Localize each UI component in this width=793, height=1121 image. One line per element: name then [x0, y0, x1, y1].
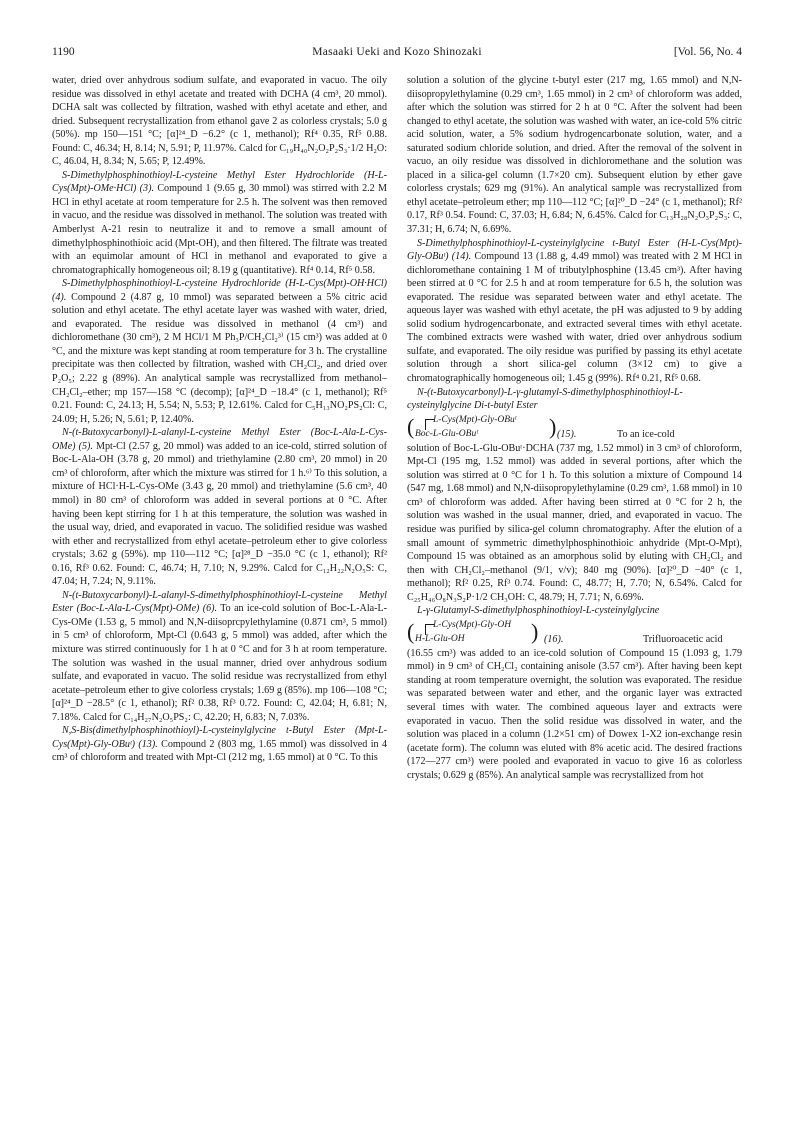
section-title: S-Dimethylphosphinothioyl-L-cysteine Hydrochloride (H-L-Cys(Mpt)-OH·HCl) (4). [52, 278, 387, 303]
paragraph: solution a solution of the glycine t-butyl ester (217 mg, 1.65 mmol) and N,N-diisopropylethylamine (0.29 cm³, 1.65 mmol) in 2 cm³ of chloroform was added, after which the solution was stirred for 2 h at 0 °C. After the solvent had been changed to ethyl acetate, the solution was washed with water, an ice-cold 5% citric acid solution, water, a 5% sodium hydrogencarbonate solution, water, and a saturated sodium chloride solution, and dried. After the removal of the solvent in vacuo, an oily residue was dissolved in dichloromethane and the solution was placed in a silica-gel column (1.7×20 cm). Subsequent elution by ether gave colorless crystals; 629 mg (91%). An analytical sample was recrystallized from ethyl acetate–petroleum ether; mp 110—112 °C; [α]²⁰_D −24° (c 1, methanol); Rf² 0.17, Rf³ 0.54. Found: C, 37.03; H, 6.84; N, 6.45%. Calcd for C₁₃H₂₈N₂O₃P₂S₃: C, 37.31; H, 6.74; N, 6.69%. [407, 75, 742, 236]
structure-bottom: Boc-L-Glu-OBuᵗ [415, 428, 478, 439]
compound-number: (15). [557, 428, 577, 440]
compound-15-structure [407, 414, 742, 442]
page-header [52, 46, 742, 64]
section-body: Mpt-Cl (2.57 g, 20 mmol) was added to an ice-cold, stirred solution of Boc-L-Ala-OH (3.78 g, 20 mmol) and triethylamine (2.80 cm³, 20 mmol) in 20 cm³ of chloroform, after which the mixture was stirred for 1 h.⁶⁾ To this solution, a mixture of HCl·H-L-Cys-OMe (3.43 g, 20 mmol) and triethylamine (5.6 cm³, 40 mmol) in 80 cm³ of chloroform was added in several portions at 0 °C. After having been kept stirring for 1 h at this temperature, the solution was washed in the usual way, dried, and evaporated in vacuo. The solidified residue was washed with ether and recrystallized from ethyl acetate–petroleum ether to give colorless crystals; 3.62 g (59%). mp 110—112 °C; [α]²⁸_D −35.0 °C (c 1, ethanol); Rf² 0.16, Rf³ 0.62. Found: C, 46.74; H, 7.10; N, 9.29%. Calcd for C₁₂H₂₂N₂O₅S: C, 47.04; H, 7.24; N, 9.11%. [52, 440, 388, 588]
section-title: S-Dimethylphosphinothioyl-L-cysteine Methyl Ester Hydrochloride (H-L-Cys(Mpt)-OMe·HCl) (3). [52, 169, 387, 195]
section-body: Compound 1 (9.65 g, 30 mmol) was stirred with 2.2 M HCl in ethyl acetate at room temperature for 2.5 h. The solvent was then removed in vacuo, and the residue was dissolved in methanol. The solution was treated with Amberlyst A-21 resin to neutralize it and to remove a small amount of dimethylphosphinothioic acid (Mpt-OH), and then filtered. The filtrate was treated with an equimolar amount of HCl in methanol and evaporated to give a chromatographically homogeneous oil; 8.19 g (quantitative). Rf⁴ 0.14, Rf⁵ 0.58. [52, 183, 387, 276]
structure-bottom: H-L-Glu-OH [415, 633, 465, 644]
journal-volume: [Vol. 56, No. 4 [673, 46, 742, 58]
compound-5-section [52, 426, 387, 589]
section-title: S-Dimethylphosphinothioyl-L-cysteinylglycine t-Butyl Ester (H-L-Cys(Mpt)-Gly-OBuᵗ) (14). [407, 237, 742, 263]
section-body: Compound 13 (1.88 g, 4.49 mmol) was treated with 2 M HCl in dichloromethane containing 1 M of tributylphosphine (13.45 cm³). After having been stirred at 0 °C for 2.5 h and at room temperature for 6.5 h, the solution was evaporated. The residue was separated between water and ethyl acetate. The aqueous layer was washed with ethyl acetate, the pH was adjusted to 9 by adding solid sodium hydrogencarbonate, and extracted several times with ethyl acetate. The combined extracts were washed with water, dried over anhydrous sodium sulfate, and evaporated. The oily residue was purified by passing its ethyl acetate solution through a short silica-gel column (3×12 cm) to give a chromatographically homogeneous oil; 1.45 g (99%). Rf⁴ 0.21, Rf⁵ 0.68. [407, 251, 743, 385]
compound-13-section [52, 724, 387, 765]
section-title: N,S-Bis(dimethylphosphinothioyl)-L-cysteinylglycine t-Butyl Ester (Mpt-L-Cys(Mpt)-Gly-OBuᵗ) (13). [52, 725, 387, 750]
section-body: To an ice-cold solution of Boc-L-Ala-L-Cys-OMe (1.53 g, 5 mmol) and N,N-diisoprcpylethylamine (0.871 cm³, 5 mmol) in 5 cm³ of chloroform, Mpt-Cl (0.643 g, 5 mmol) was added, after which the mixture was stirred continuously for 1 h at 0 °C and for 3 h at room temperature. The solution was washed in the usual manner, dried over anhydrous sodium sulfate, and evaporated in vacuo. The solid residue was recrystallized from ethyl acetate–petroleum ether to give colorless crystals; 1.69 g (85%). mp 106—108 °C; [α]²⁴_D −28.5° (c 1, ethanol); Rf² 0.38, Rf³ 0.72. Found: C, 42.04; H, 6.81; N, 7.18%. Calcd for C₁₄H₂₇N₂O₅PS₂: C, 42.20; H, 6.83; N, 7.03%. [52, 603, 388, 723]
compound-14-section [407, 237, 742, 386]
section-body-start: Trifluoroacetic acid [643, 633, 723, 645]
paragraph: water, dried over anhydrous sodium sulfate, and evaporated in vacuo. The oily residue was dissolved in ethyl acetate and treated with DCHA (4 cm³, 20 mmol). DCHA salt was collected by filtration, washed with ethyl acetate and ether, and dried. Subsequent recrystallization from ethanol gave 2 as colorless crystals; 5.0 g (50%). mp 150—151 °C; [α]²⁴_D −6.2° (c 1, methanol); Rf⁴ 0.35, Rf⁵ 0.88. Found: C, 46.34; H, 8.14; N, 5.91; P, 11.97%. Calcd for C₁₉H₄₀N₂O₂P₂S₃·1/2 H₂O: C, 46.04, H, 8.34; N, 5.65; P, 12.49%. [52, 75, 387, 168]
compound-3-section [52, 169, 387, 277]
left-paren: ( [407, 413, 415, 439]
section-body: Compound 2 (4.87 g, 10 mmol) was separated between a 5% citric acid solution and ethyl acetate. The ethyl acetate layer was washed with water, dried, and evaporated. The residue was dissolved in methanol (4 cm³) and dichloromethane (30 cm³), 2 M HCl/1 M Ph₃P/CH₂Cl₂³⁾ (15 cm³) was added at 0 °C, and the mixture was kept standing at room temperature for 3 h. The crystalline precipitate was then collected by filtration, washed with CH₂Cl₂, and dried over P₂O₅; 2.22 g (89%). An analytical sample was recrystallized from methanol–CH₂Cl₂–ether; mp 157—158 °C (decomp); [α]²⁴_D −18.4° (c 1, methanol); Rf⁵ 0.21. Found: C, 24.13; H, 5.54; N, 5.53; P, 12.61%. Calcd for C₅H₁₃NO₂PS₂Cl: C, 24.09; H, 5.26; N, 5.61; P, 12.40%. [52, 291, 387, 425]
section-body-start: To an ice-cold [617, 428, 675, 440]
running-authors: Masaaki Ueki and Kozo Shinozaki [312, 46, 482, 58]
right-paren: ) [549, 413, 557, 439]
structure-top: L-Cys(Mpt)-Gly-OBuᵗ [433, 414, 517, 425]
left-paren: ( [407, 618, 415, 644]
section-body: solution of Boc-L-Glu-OBuᵗ·DCHA (737 mg, 1.52 mmol) in 3 cm³ of chloroform, Mpt-Cl (195 mg, 1.52 mmol) was added in several portions, after which the solution was stirred at 0 °C for 1 h. To this solution a mixture of Compound 14 (547 mg, 1.68 mmol) and N,N-diisopropylethylamine (0.29 cm³, 1.68 mmol) in 10 cm³ of chloroform was added. After having been stirred at 0 °C for 2 h, the solution was washed in the usual manner, dried, and evaporated in vacuo. The residue was purified by silica-gel column chromatography. After the elution of a small amount of symmetric dimethylphosphinothioic anhydride (Mpt-O-Mpt), Compound 15 was obtained as an amorphous solid by eluting with CH₂Cl₂ and then with CH₂Cl₂–methanol (9/1, v/v); 840 mg (90%). [α]²⁰_D −40° (c 1, methanol); Rf² 0.25, Rf³ 0.74. Found: C, 48.77; H, 7.70; N, 6.54%. Calcd for C₂₅H₄₆O₈N₃S₂P·1/2 CH₃OH: C, 48.79; H, 7.71; N, 6.69%. [407, 442, 742, 603]
compound-16-title: L-γ-Glutamyl-S-dimethylphosphinothioyl-L-cysteinylglycine [417, 605, 660, 617]
structure-top: L-Cys(Mpt)-Gly-OH [433, 619, 512, 630]
compound-6-section [52, 589, 387, 724]
section-title: N-(t-Butoxycarbonyl)-L-alanyl-L-cysteine Methyl Ester (Boc-L-Ala-L-Cys-OMe) (5). [52, 427, 387, 452]
right-paren: ) [531, 618, 539, 644]
page-number: 1190 [52, 46, 75, 58]
compound-15-title: N-(t-Butoxycarbonyl)-L-γ-glutamyl-S-dimethylphosphinothioyl-L-cysteinylglycine Di-t-butyl Ester [407, 386, 683, 412]
section-title: N-(t-Butoxycarbonyl)-L-alanyl-S-dimethylphosphinothioyl-L-cysteine Methyl Ester (Boc-L-Ala-L-Cys(Mpt)-OMe) (6). [52, 589, 387, 615]
compound-16-structure [407, 619, 742, 647]
compound-number: (16). [544, 633, 564, 645]
left-column [52, 74, 387, 765]
section-body: Compound 2 (803 mg, 1.65 mmol) was dissolved in 4 cm³ of chloroform and treated with Mpt-Cl (212 mg, 1.65 mmol) at 0 °C. To this [52, 738, 387, 764]
section-body: (16.55 cm³) was added to an ice-cold solution of Compound 15 (1.093 g, 1.79 mmol) in 9 cm³ of CH₂Cl₂ containing anisole (3.57 cm³). After having been kept standing at room temperature overnight, the solution was evaporated. The residue was separated between water and ether, and the organic layer was extracted several times with water. The combined aqueous layer and extracts were evaporated in vacuo. Then the solid residue was dissolved in water, and the solution was placed in a column (1.2×51 cm) of Dowex 1-X2 ion-exchange resin (acetate form). The column was eluted with 8% acetic acid. The desired fractions (172—277 cm³) were pooled and evaporated in vacuo to give 16 as colorless crystals; 0.629 g (85%). An analytical sample was recrystallized from hot [407, 647, 742, 781]
compound-4-section [52, 277, 387, 426]
right-column [407, 74, 742, 782]
